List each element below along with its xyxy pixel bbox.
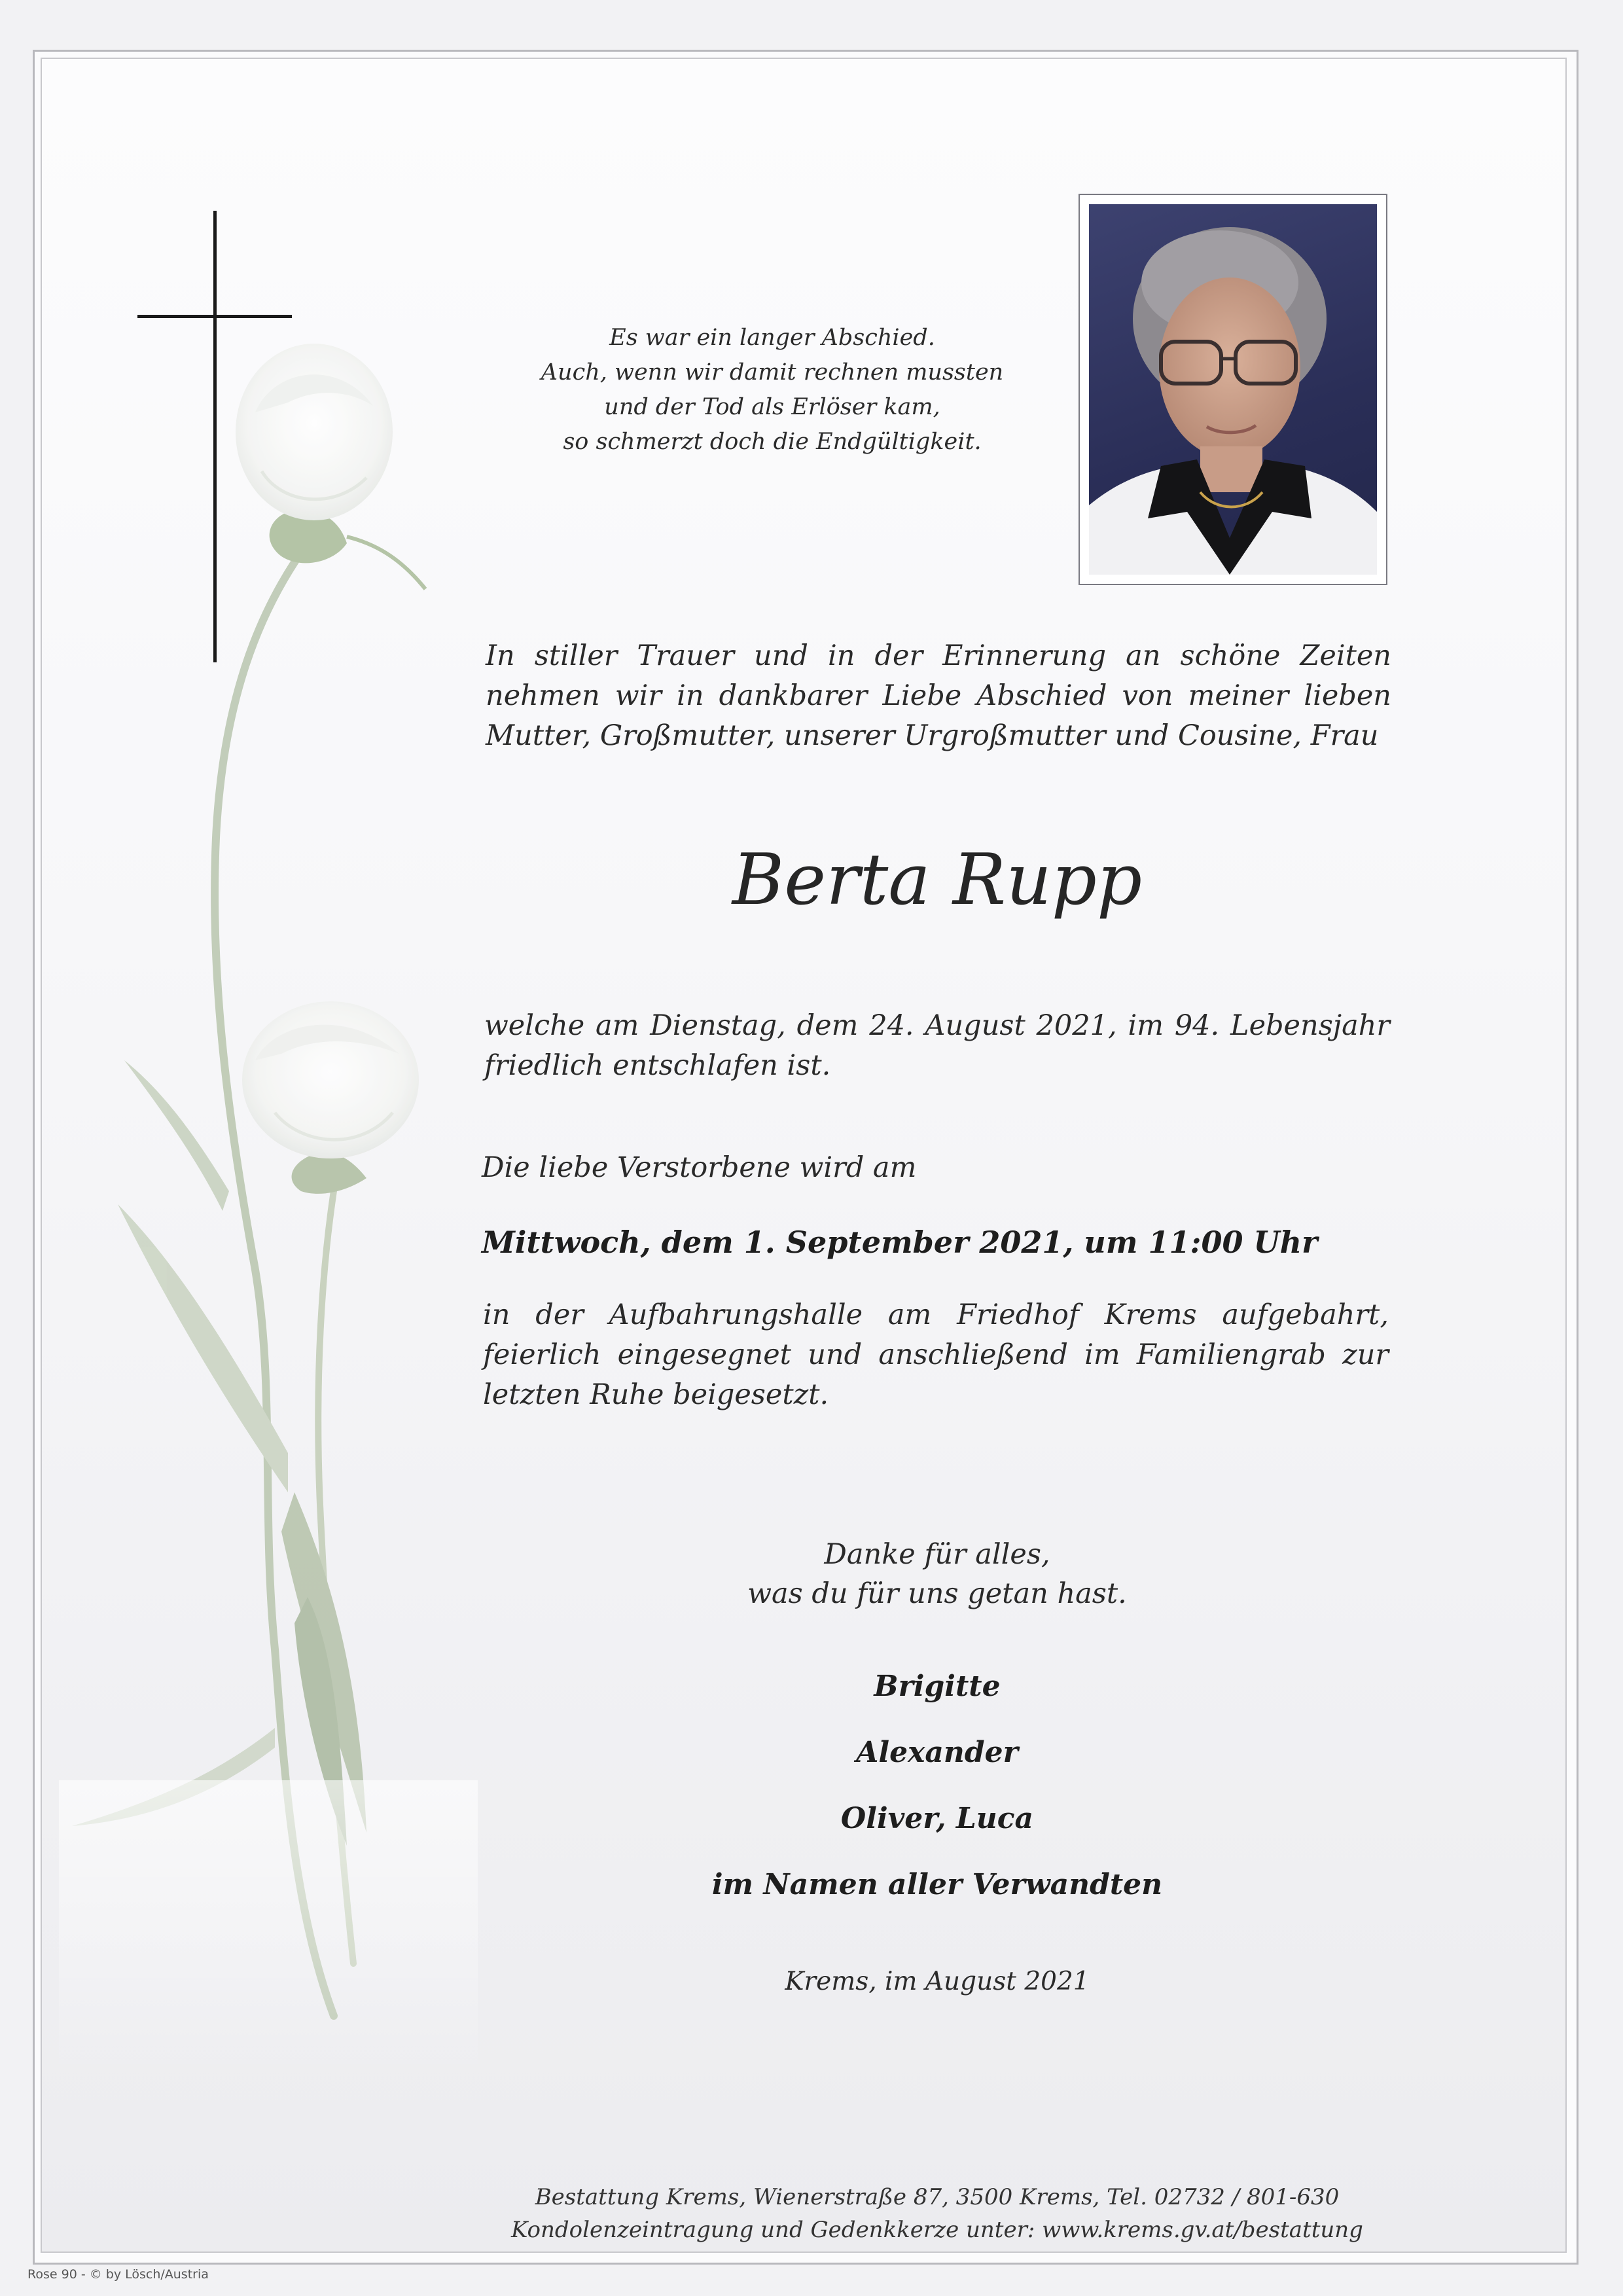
motto-line: Auch, wenn wir damit rechnen mussten (541, 359, 1004, 386)
mourner-name: im Namen aller Verwandten (711, 1868, 1163, 1901)
copyright-note: Rose 90 - © by Lösch/Austria (27, 2267, 209, 2282)
white-rose-illustration (59, 340, 478, 2081)
deceased-name: Berta Rupp (732, 839, 1143, 921)
mourner-name: Alexander (856, 1736, 1018, 1769)
portrait-frame (1079, 194, 1387, 585)
footer-condolence-link: Kondolenzeintragung und Gedenkkerze unter: www.krems.gv.at/bestattung (511, 2217, 1363, 2243)
mourners-list (484, 1653, 1390, 1918)
service-lead: Die liebe Verstorbene wird am (482, 1151, 917, 1184)
thanks-line: Danke für alles, (824, 1538, 1050, 1571)
thanks-line: was du für uns getan hast. (747, 1577, 1127, 1610)
mourner-name: Brigitte (874, 1670, 1001, 1703)
intro-paragraph: In stiller Trauer und in der Erinnerung an schöne Zeiten nehmen wir in dankbarer Liebe Abschied von meiner lieben Mutter, Großmutter, unserer Urgroßmutter und Cousine, Frau (486, 639, 1391, 752)
thanks-verse (484, 1535, 1390, 1613)
motto-line: Es war ein langer Abschied. (609, 325, 935, 351)
service-date: Mittwoch, dem 1. September 2021, um 11:00 Uhr (482, 1225, 1318, 1260)
portrait-photo (1089, 204, 1377, 575)
motto-line: so schmerzt doch die Endgültigkeit. (563, 429, 982, 455)
mourner-name: Oliver, Luca (840, 1802, 1034, 1835)
motto-line: und der Tod als Erlöser kam, (604, 394, 940, 420)
service-details: in der Aufbahrungshalle am Friedhof Krems aufgebahrt, feierlich eingesegnet und anschließend im Familiengrab zur letzten Ruhe beigesetzt. (483, 1299, 1389, 1411)
death-paragraph: welche am Dienstag, dem 24. August 2021, im 94. Lebensjahr friedlich entschlafen ist. (484, 1009, 1390, 1082)
place-date: Krems, im August 2021 (785, 1967, 1090, 1996)
footer-address: Bestattung Krems, Wienerstraße 87, 3500 Krems, Tel. 02732 / 801-630 (535, 2184, 1340, 2210)
funeral-home-footer (484, 2181, 1390, 2246)
motto (484, 321, 1060, 459)
